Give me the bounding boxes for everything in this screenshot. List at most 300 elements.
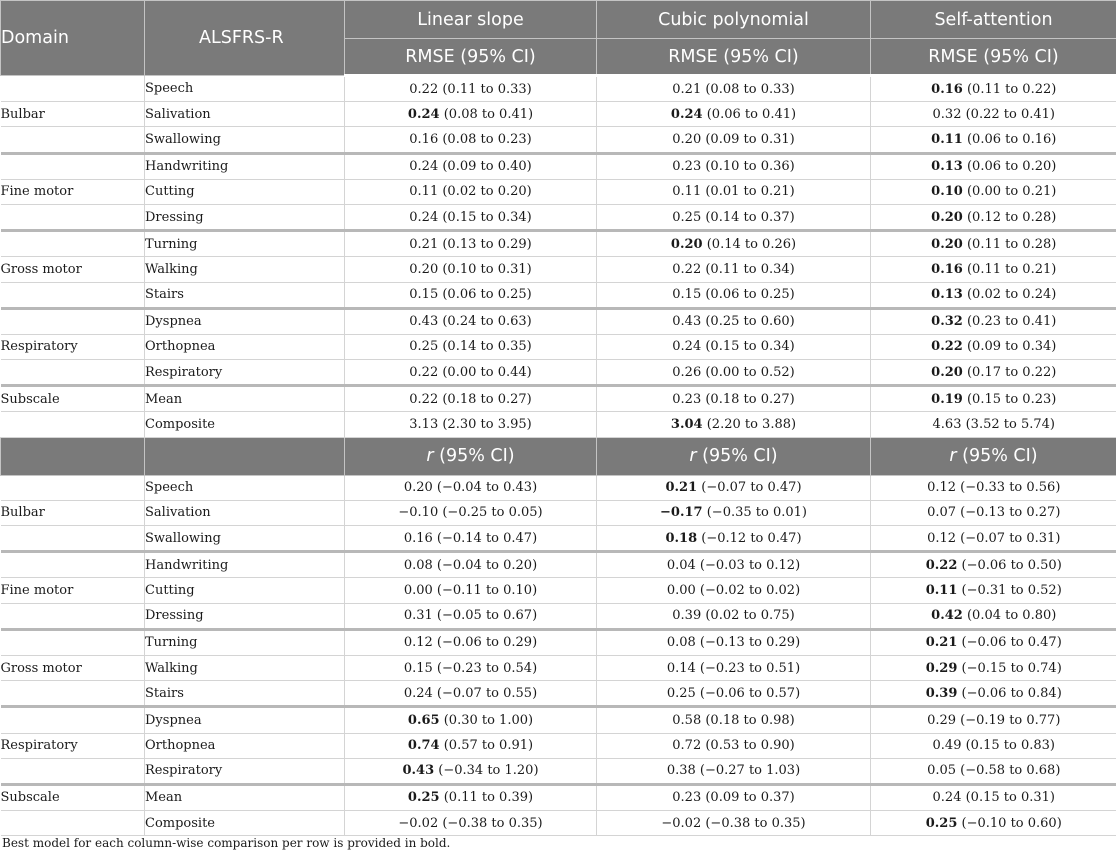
value-cell [871, 204, 1116, 230]
header-rmse-cubic: RMSE (95% CI) [597, 39, 871, 76]
r-ci-label: (95% CI) [433, 446, 515, 467]
value-cell [871, 334, 1116, 359]
value-text: 0.05 (−0.58 to 0.68) [927, 763, 1061, 779]
table-row [1, 603, 1116, 629]
value-text: 0.08 (−0.13 to 0.29) [666, 635, 801, 651]
item-cell: Stairs [145, 681, 345, 707]
value-cell [871, 386, 1116, 412]
value-text: 0.11 (0.02 to 0.20) [409, 184, 532, 200]
value-cell [597, 578, 871, 603]
value-text: (−0.10 to 0.60) [957, 815, 1062, 831]
table-row [1, 127, 1116, 153]
value-text: 0.31 (−0.05 to 0.67) [403, 608, 538, 624]
value-text: 0.11 (0.01 to 0.21) [672, 184, 795, 200]
table-row [1, 102, 1116, 127]
value-cell [597, 257, 871, 282]
value-text: 0.26 (0.00 to 0.52) [672, 364, 795, 380]
value-text: 0.38 (−0.27 to 1.03) [666, 763, 801, 779]
best-value: 0.22 [925, 557, 958, 573]
header-rmse-linear: RMSE (95% CI) [345, 39, 597, 76]
item-cell: Speech [145, 475, 345, 500]
domain-cell: Fine motor [1, 179, 145, 204]
value-cell [871, 360, 1116, 386]
item-cell: Turning [145, 231, 345, 257]
value-text: (−0.06 to 0.84) [957, 685, 1062, 701]
value-text: 0.24 (0.09 to 0.40) [409, 159, 532, 175]
value-text: 0.25 (0.14 to 0.37) [672, 209, 795, 225]
best-value: 0.16 [931, 81, 963, 97]
value-cell [597, 629, 871, 655]
domain-cell: Fine motor [1, 578, 145, 603]
value-cell [871, 231, 1116, 257]
value-cell [345, 282, 597, 308]
table-row [1, 334, 1116, 359]
value-cell [345, 257, 597, 282]
value-cell [871, 257, 1116, 282]
value-text: (0.11 to 0.22) [962, 81, 1057, 97]
value-cell [871, 76, 1116, 102]
value-cell [597, 500, 871, 525]
value-text: 0.15 (0.06 to 0.25) [672, 287, 795, 303]
value-text: (2.20 to 3.88) [702, 417, 797, 433]
value-text: 3.13 (2.30 to 3.95) [409, 417, 532, 433]
value-text: (−0.15 to 0.74) [957, 660, 1062, 676]
r-section [1, 475, 1116, 836]
value-text: (0.11 to 0.21) [962, 261, 1057, 277]
header-row-metric-r [1, 437, 1116, 475]
item-cell: Respiratory [145, 360, 345, 386]
value-text: 0.14 (−0.23 to 0.51) [666, 660, 801, 676]
best-value: 0.20 [931, 364, 963, 380]
value-text: (0.06 to 0.16) [962, 131, 1057, 147]
best-value: 0.20 [670, 236, 703, 252]
value-cell [597, 412, 871, 437]
value-text: (−0.07 to 0.47) [697, 480, 802, 496]
header-r-cubic [597, 437, 871, 475]
value-cell [597, 475, 871, 500]
item-cell: Stairs [145, 282, 345, 308]
value-text: 0.43 (0.25 to 0.60) [672, 314, 795, 330]
domain-cell [1, 412, 145, 437]
header-r-linear [345, 437, 597, 475]
item-cell: Turning [145, 629, 345, 655]
best-value: 3.04 [670, 417, 703, 433]
table-row [1, 179, 1116, 204]
header-row-models [1, 1, 1116, 39]
value-cell [871, 811, 1116, 836]
table-row [1, 282, 1116, 308]
best-value: 0.11 [925, 582, 958, 598]
best-value: 0.18 [665, 530, 698, 546]
value-cell [871, 282, 1116, 308]
domain-cell: Gross motor [1, 655, 145, 680]
value-cell [597, 784, 871, 810]
value-cell [597, 707, 871, 733]
domain-cell [1, 681, 145, 707]
value-text: (−0.35 to 0.01) [702, 505, 807, 521]
value-cell [345, 334, 597, 359]
best-value: 0.13 [931, 159, 963, 175]
best-value: 0.21 [665, 480, 698, 496]
domain-cell [1, 204, 145, 230]
best-value: 0.20 [931, 236, 963, 252]
value-cell [871, 552, 1116, 578]
value-cell [871, 758, 1116, 784]
item-cell: Composite [145, 811, 345, 836]
value-text: −0.10 (−0.25 to 0.05) [398, 505, 543, 521]
item-cell: Walking [145, 257, 345, 282]
table-row [1, 784, 1116, 810]
table-row [1, 360, 1116, 386]
value-text: (0.57 to 0.91) [439, 738, 534, 754]
value-cell [871, 526, 1116, 552]
value-cell [871, 629, 1116, 655]
value-cell [345, 360, 597, 386]
table-row [1, 707, 1116, 733]
value-text: 0.29 (−0.19 to 0.77) [927, 712, 1061, 728]
value-text: 0.39 (0.02 to 0.75) [672, 608, 795, 624]
value-cell [345, 412, 597, 437]
value-text: 0.20 (−0.04 to 0.43) [403, 480, 538, 496]
r-symbol: r [689, 446, 697, 467]
value-text: 0.12 (−0.07 to 0.31) [927, 530, 1061, 546]
value-cell [597, 758, 871, 784]
value-text: (−0.06 to 0.47) [957, 635, 1062, 651]
value-text: (−0.31 to 0.52) [957, 582, 1062, 598]
value-cell [871, 412, 1116, 437]
table-row [1, 204, 1116, 230]
domain-cell [1, 707, 145, 733]
table-row [1, 257, 1116, 282]
value-cell [345, 475, 597, 500]
value-text: (0.30 to 1.00) [439, 712, 534, 728]
value-text: 0.58 (0.18 to 0.98) [672, 712, 795, 728]
table-row [1, 231, 1116, 257]
value-text: 0.32 (0.22 to 0.41) [932, 106, 1055, 122]
value-cell [345, 231, 597, 257]
value-text: 0.23 (0.10 to 0.36) [672, 159, 795, 175]
value-cell [345, 526, 597, 552]
value-text: 0.22 (0.18 to 0.27) [409, 391, 532, 407]
header-blank-item [145, 437, 345, 475]
value-text: 0.15 (0.06 to 0.25) [409, 287, 532, 303]
value-cell [597, 102, 871, 127]
best-value: 0.24 [407, 106, 440, 122]
value-text: 0.24 (0.15 to 0.34) [672, 339, 795, 355]
value-text: (0.00 to 0.21) [962, 184, 1057, 200]
value-text: (0.08 to 0.41) [439, 106, 534, 122]
table-row [1, 655, 1116, 680]
header-domain: Domain [1, 1, 145, 76]
domain-cell [1, 360, 145, 386]
value-text: 0.16 (0.08 to 0.23) [409, 131, 532, 147]
value-cell [345, 500, 597, 525]
best-value: 0.11 [931, 131, 963, 147]
value-cell [345, 153, 597, 179]
domain-cell [1, 811, 145, 836]
value-cell [345, 179, 597, 204]
value-cell [345, 552, 597, 578]
value-cell [871, 127, 1116, 153]
table-row [1, 629, 1116, 655]
domain-cell [1, 153, 145, 179]
value-cell [345, 629, 597, 655]
item-cell: Swallowing [145, 127, 345, 153]
item-cell: Dyspnea [145, 707, 345, 733]
value-text: 0.22 (0.11 to 0.34) [672, 261, 795, 277]
r-ci-label: (95% CI) [696, 446, 778, 467]
best-value: −0.17 [660, 505, 703, 521]
value-text: 0.04 (−0.03 to 0.12) [666, 557, 801, 573]
r-symbol: r [949, 446, 957, 467]
domain-cell [1, 758, 145, 784]
item-cell: Dressing [145, 204, 345, 230]
value-text: (0.11 to 0.39) [439, 790, 534, 806]
value-text: (0.04 to 0.80) [962, 608, 1057, 624]
value-text: 0.43 (0.24 to 0.63) [409, 314, 532, 330]
rmse-section [1, 76, 1116, 438]
item-cell: Composite [145, 412, 345, 437]
item-cell: Mean [145, 386, 345, 412]
value-text: (0.17 to 0.22) [962, 364, 1057, 380]
table-row [1, 578, 1116, 603]
item-cell: Salivation [145, 102, 345, 127]
table-row [1, 76, 1116, 102]
table-row [1, 475, 1116, 500]
domain-cell: Respiratory [1, 334, 145, 359]
best-value: 0.25 [407, 790, 440, 806]
item-cell: Orthopnea [145, 733, 345, 758]
value-cell [597, 334, 871, 359]
value-cell [345, 784, 597, 810]
value-text: 0.72 (0.53 to 0.90) [672, 738, 795, 754]
best-value: 0.43 [402, 763, 435, 779]
value-cell [871, 578, 1116, 603]
domain-cell [1, 127, 145, 153]
value-text: 0.22 (0.11 to 0.33) [409, 81, 532, 97]
value-cell [345, 127, 597, 153]
value-cell [345, 386, 597, 412]
value-cell [597, 231, 871, 257]
footnote: Best model for each column-wise comparison per row is provided in bold. [2, 836, 451, 850]
domain-cell [1, 552, 145, 578]
value-cell [597, 308, 871, 334]
table-row [1, 500, 1116, 525]
table-row [1, 412, 1116, 437]
domain-cell [1, 76, 145, 102]
value-cell [597, 204, 871, 230]
item-cell: Dressing [145, 603, 345, 629]
value-text: 0.25 (−0.06 to 0.57) [666, 685, 801, 701]
domain-cell [1, 282, 145, 308]
value-cell [345, 76, 597, 102]
item-cell: Speech [145, 76, 345, 102]
value-text: (0.11 to 0.28) [962, 236, 1057, 252]
value-cell [597, 282, 871, 308]
value-text: (−0.12 to 0.47) [697, 530, 802, 546]
value-text: 0.15 (−0.23 to 0.54) [403, 660, 538, 676]
value-cell [345, 811, 597, 836]
value-cell [345, 655, 597, 680]
value-text: (0.09 to 0.34) [962, 339, 1057, 355]
r-symbol: r [426, 446, 434, 467]
header-r-attention [871, 437, 1116, 475]
value-cell [871, 784, 1116, 810]
best-value: 0.10 [931, 184, 963, 200]
value-cell [871, 655, 1116, 680]
value-cell [597, 681, 871, 707]
item-cell: Cutting [145, 578, 345, 603]
value-text: (0.23 to 0.41) [962, 314, 1057, 330]
value-cell [597, 127, 871, 153]
value-text: −0.02 (−0.38 to 0.35) [398, 815, 543, 831]
value-text: 0.24 (0.15 to 0.34) [409, 209, 532, 225]
best-value: 0.32 [931, 314, 963, 330]
value-cell [871, 681, 1116, 707]
value-cell [345, 308, 597, 334]
value-text: −0.02 (−0.38 to 0.35) [661, 815, 806, 831]
value-text: 0.22 (0.00 to 0.44) [409, 364, 532, 380]
value-text: 0.00 (−0.11 to 0.10) [403, 582, 538, 598]
domain-cell: Subscale [1, 386, 145, 412]
item-cell: Walking [145, 655, 345, 680]
domain-cell [1, 603, 145, 629]
value-cell [871, 153, 1116, 179]
value-cell [597, 603, 871, 629]
domain-cell: Respiratory [1, 733, 145, 758]
value-cell [597, 76, 871, 102]
value-text: (−0.06 to 0.50) [957, 557, 1062, 573]
table-row [1, 733, 1116, 758]
value-cell [597, 655, 871, 680]
value-cell [597, 526, 871, 552]
table-row [1, 386, 1116, 412]
best-value: 0.74 [407, 738, 440, 754]
best-value: 0.24 [670, 106, 703, 122]
value-cell [597, 552, 871, 578]
value-text: 4.63 (3.52 to 5.74) [932, 417, 1055, 433]
domain-cell [1, 475, 145, 500]
value-text: 0.23 (0.18 to 0.27) [672, 391, 795, 407]
item-cell: Orthopnea [145, 334, 345, 359]
value-text: 0.20 (0.09 to 0.31) [672, 131, 795, 147]
value-text: 0.20 (0.10 to 0.31) [409, 261, 532, 277]
best-value: 0.19 [931, 391, 963, 407]
value-text: (0.14 to 0.26) [702, 236, 797, 252]
best-value: 0.25 [925, 815, 958, 831]
value-text: (0.06 to 0.20) [962, 159, 1057, 175]
item-cell: Mean [145, 784, 345, 810]
item-cell: Swallowing [145, 526, 345, 552]
value-cell [871, 102, 1116, 127]
value-text: 0.24 (−0.07 to 0.55) [403, 685, 538, 701]
value-text: (0.02 to 0.24) [962, 287, 1057, 303]
best-value: 0.21 [925, 635, 958, 651]
header-model-attention: Self-attention [871, 1, 1116, 39]
value-text: 0.23 (0.09 to 0.37) [672, 790, 795, 806]
table-row [1, 153, 1116, 179]
domain-cell [1, 308, 145, 334]
domain-cell [1, 526, 145, 552]
value-cell [597, 811, 871, 836]
domain-cell: Bulbar [1, 102, 145, 127]
value-text: 0.25 (0.14 to 0.35) [409, 339, 532, 355]
value-text: (0.06 to 0.41) [702, 106, 797, 122]
value-text: 0.16 (−0.14 to 0.47) [403, 530, 538, 546]
value-text: (0.12 to 0.28) [962, 209, 1057, 225]
r-ci-label: (95% CI) [956, 446, 1038, 467]
value-cell [345, 758, 597, 784]
value-cell [345, 603, 597, 629]
value-cell [871, 500, 1116, 525]
best-value: 0.42 [931, 608, 963, 624]
r-header-section [1, 437, 1116, 475]
value-text: 0.21 (0.13 to 0.29) [409, 236, 532, 252]
header-alsfrs: ALSFRS-R [145, 1, 345, 76]
value-cell [871, 603, 1116, 629]
value-cell [871, 179, 1116, 204]
value-cell [597, 153, 871, 179]
header-rmse-attention: RMSE (95% CI) [871, 39, 1116, 76]
best-value: 0.16 [931, 261, 963, 277]
value-cell [345, 733, 597, 758]
item-cell: Dyspnea [145, 308, 345, 334]
best-value: 0.29 [925, 660, 958, 676]
best-value: 0.13 [931, 287, 963, 303]
best-value: 0.20 [931, 209, 963, 225]
value-cell [871, 707, 1116, 733]
best-value: 0.65 [407, 712, 440, 728]
value-cell [345, 578, 597, 603]
item-cell: Handwriting [145, 153, 345, 179]
item-cell: Cutting [145, 179, 345, 204]
value-text: (−0.34 to 1.20) [434, 763, 539, 779]
value-cell [597, 733, 871, 758]
value-cell [871, 475, 1116, 500]
value-cell [871, 733, 1116, 758]
domain-cell [1, 231, 145, 257]
best-value: 0.39 [925, 685, 958, 701]
table-row [1, 308, 1116, 334]
header-model-linear: Linear slope [345, 1, 597, 39]
item-cell: Salivation [145, 500, 345, 525]
table-row [1, 526, 1116, 552]
value-text: 0.00 (−0.02 to 0.02) [666, 582, 801, 598]
domain-cell [1, 629, 145, 655]
table-row [1, 681, 1116, 707]
item-cell: Respiratory [145, 758, 345, 784]
table-row [1, 758, 1116, 784]
item-cell: Handwriting [145, 552, 345, 578]
value-text: 0.07 (−0.13 to 0.27) [927, 505, 1061, 521]
value-cell [597, 386, 871, 412]
header-blank-domain [1, 437, 145, 475]
domain-cell: Gross motor [1, 257, 145, 282]
value-cell [597, 179, 871, 204]
value-cell [871, 308, 1116, 334]
table-row [1, 811, 1116, 836]
domain-cell: Subscale [1, 784, 145, 810]
table-row [1, 552, 1116, 578]
domain-cell: Bulbar [1, 500, 145, 525]
value-text: 0.21 (0.08 to 0.33) [672, 81, 795, 97]
value-cell [345, 681, 597, 707]
value-text: 0.12 (−0.06 to 0.29) [403, 635, 538, 651]
best-value: 0.22 [931, 339, 963, 355]
value-cell [345, 204, 597, 230]
value-cell [345, 707, 597, 733]
value-text: 0.12 (−0.33 to 0.56) [927, 480, 1061, 496]
